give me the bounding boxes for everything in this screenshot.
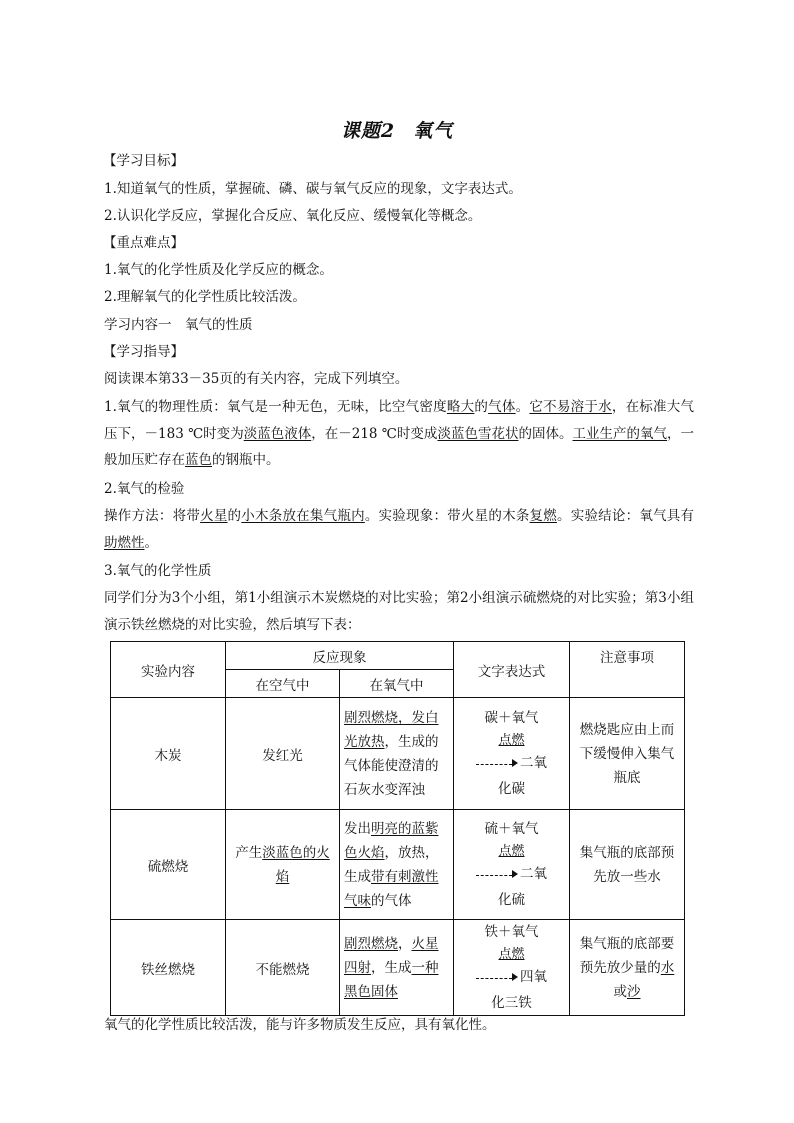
word-equation: 硫＋氧气 点燃 二氧 化硫 [454,810,570,920]
experiment-table [110,641,685,1016]
reaction-condition: 点燃 [498,733,525,748]
chemical-properties-heading: 3.氧气的化学性质 [104,563,212,579]
row-name: 铁丝燃烧 [111,920,226,1016]
word-equation: 铁＋氧气 点燃 四氧 化三铁 [454,920,570,1016]
header-notes: 注意事项 [570,642,685,698]
arrow-icon [512,973,518,981]
oxygen-test-paragraph: 操作方法：将带火星的小木条放在集气瓶内。实验现象：带火星的木条复燃。实验结论：氧气具有助燃性。 [104,508,695,551]
key-point-1: 1.氧气的化学性质及化学反应的概念。 [104,262,333,278]
blank-answer: 气体 [488,399,516,415]
table-row [111,698,685,810]
row-name: 硫燃烧 [111,810,226,920]
in-oxygen-phenomenon: 剧烈燃烧，发白光放热，生成的气体能使澄清的石灰水变浑浊 [340,698,454,810]
header-phenomenon: 反应现象 [226,642,454,670]
physical-properties-paragraph: 1.氧气的物理性质：氧气是一种无色，无味，比空气密度略大的气体。它不易溶于水，在标准大气压下，－183 ℃时变为淡蓝色液体，在－218 ℃时变成淡蓝色雪花状的固体。工业生产的氧气，一般加压贮存在蓝色的钢瓶中。 [104,399,695,468]
learning-content-1: 学习内容一 氧气的性质 [104,317,253,333]
heading-learning-goals: 【学习目标】 [103,153,184,169]
blank-answer: 蓝色 [185,452,212,468]
header-in-air: 在空气中 [226,670,340,698]
word-equation: 碳＋氧气 点燃 二氧 化碳 [454,698,570,810]
notes-cell: 集气瓶的底部预先放一些水 [570,810,685,920]
table-row [111,920,685,1016]
conclusion: 氧气的化学性质比较活泼，能与许多物质发生反应，具有氧化性。 [104,1017,496,1033]
blank-answer: 火星 [200,508,228,524]
arrow-icon [512,759,518,767]
blank-answer: 工业生产的氧气 [572,425,668,442]
title-lesson-number: 课题2 [340,120,396,142]
goal-1: 1.知道氧气的性质，掌握硫、磷、碳与氧气反应的现象，文字表达式。 [104,181,522,197]
key-point-2: 2.理解氧气的化学性质比较活泼。 [104,289,306,305]
header-in-oxygen: 在氧气中 [340,670,454,698]
in-air-phenomenon: 产生淡蓝色的火焰 [226,810,340,920]
blank-answer: 复燃 [529,508,557,524]
in-oxygen-phenomenon: 剧烈燃烧，火星四射，生成一种黑色固体 [340,920,454,1016]
in-oxygen-phenomenon: 发出明亮的蓝紫色火焰，放热，生成带有刺激性气味的气体 [340,810,454,920]
reading-instruction: 阅读课本第33－35页的有关内容，完成下列填空。 [104,371,409,387]
header-experiment-content: 实验内容 [111,642,226,698]
title-topic: 氧气 [413,120,454,142]
notes-cell: 集气瓶的底部要预先放少量的水或沙 [570,920,685,1016]
heading-study-guide: 【学习指导】 [103,344,184,360]
goal-2: 2.认识化学反应，掌握化合反应、氧化反应、缓慢氧化等概念。 [104,208,482,224]
blank-answer: 助燃性 [104,534,145,551]
table-row [111,810,685,920]
page-title [0,116,794,143]
header-word-equation: 文字表达式 [454,642,570,698]
oxygen-test-heading: 2.氧气的检验 [104,481,185,497]
blank-answer: 淡蓝色雪花状 [437,425,519,442]
in-air-phenomenon: 发红光 [226,698,340,810]
chemical-properties-intro: 同学们分为3个小组，第1小组演示木炭燃烧的对比实验；第2小组演示硫燃烧的对比实验；第3小组演示铁丝燃烧的对比实验，然后填写下表： [104,590,694,633]
heading-key-points: 【重点难点】 [103,235,184,251]
blank-answer: 它不易溶于水 [529,399,612,415]
row-name: 木炭 [111,698,226,810]
blank-answer: 略大 [446,399,475,415]
arrow-icon [512,870,518,878]
reaction-condition: 点燃 [498,947,525,962]
blank-answer: 小木条放在集气瓶内 [241,508,365,524]
reaction-condition: 点燃 [498,844,525,859]
blank-answer: 淡蓝色液体 [243,425,312,442]
in-air-phenomenon: 不能燃烧 [226,920,340,1016]
notes-cell: 燃烧匙应由上而下缓慢伸入集气瓶底 [570,698,685,810]
